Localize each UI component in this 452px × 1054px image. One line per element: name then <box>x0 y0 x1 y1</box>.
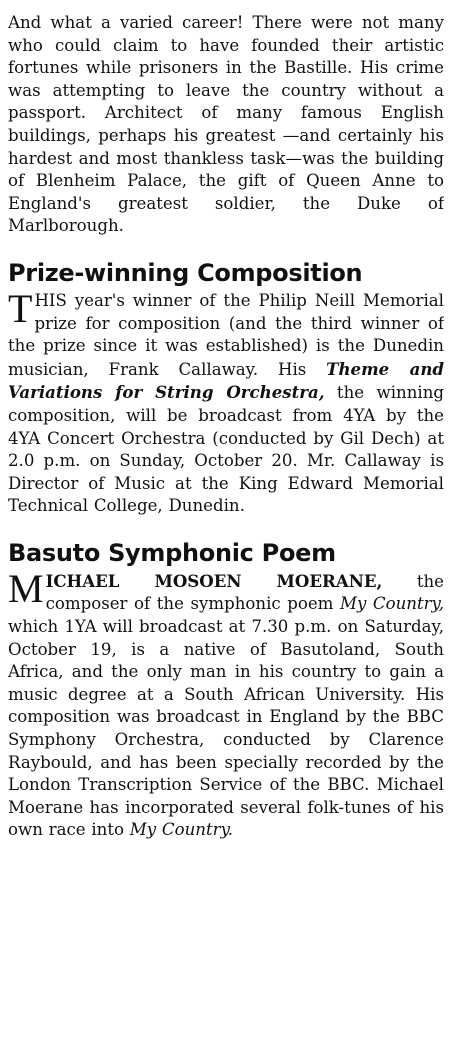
intro-paragraph: And what a varied career! There were not many who could claim to have founded their artistic fortunes while prisoners in the Bastille. His crime was attempting to leave the country without a passport. Architect of many famous English buildings, perhaps his greatest —and certainly his hardest and most thankless task—was the building of Blenheim Palace, the gift of Queen Anne to England's greatest soldier, the Duke of Marlborough. <box>8 13 444 236</box>
headline-prize-winning-composition: Prize-winning Composition <box>8 258 363 287</box>
newspaper-page <box>8 0 444 1054</box>
article-body-text: the winning composition, will be broadcast from 4YA by the 4YA Concert Orchestra (conducted by Gil Dech) at 2.0 p.m. on Sunday, October 20. Mr. Callaway is Director of Music at the King Edward Memorial Technical College, Dunedin. <box>8 383 444 516</box>
article-body-text: which 1YA will broadcast at 7.30 p.m. on Saturday, October 19, is a native of Basutoland, South Africa, and the only man in his country to gain a music degree at a South African University. His composition was broadcast in England by the BBC Symphony Orchestra, conducted by Clarence Raybould, and has been specially recorded by the London Transcription Service of the BBC. Michael Moerane has incorporated several folk-tunes of his own race into <box>8 617 444 840</box>
article-body-text: the composer of the symphonic poem <box>45 571 444 614</box>
article-prize-winning-composition <box>8 285 444 518</box>
work-title: My Country. <box>129 820 234 840</box>
drop-cap: T <box>8 285 33 331</box>
drop-cap: M <box>8 565 44 611</box>
work-title: My Country, <box>339 594 444 614</box>
article-basuto-symphonic-poem <box>8 565 444 842</box>
composer-name: ICHAEL MOSOEN MOERANE, <box>45 570 383 591</box>
article-lead-text: HIS year's winner of the Philip Neill Memorial prize for composition (and the third winner of the prize since it was established) is the Dunedin musician, Frank Callaway. His <box>8 290 444 379</box>
headline-basuto-symphonic-poem: Basuto Symphonic Poem <box>8 538 336 567</box>
work-title: Theme and Variations for String Orchestra, <box>8 358 444 403</box>
